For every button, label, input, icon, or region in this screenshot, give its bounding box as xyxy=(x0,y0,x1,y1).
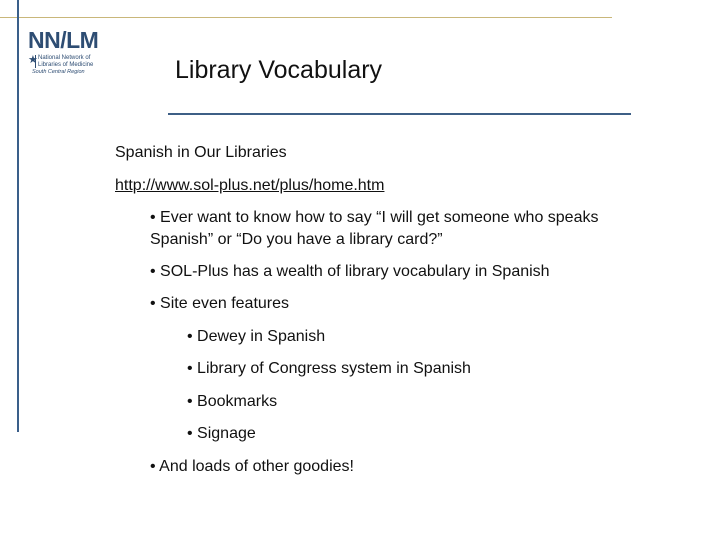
slide-title: Library Vocabulary xyxy=(175,56,383,84)
sol-plus-link[interactable]: http://www.sol-plus.net/plus/home.htm xyxy=(115,177,385,194)
section-heading: Spanish in Our Libraries xyxy=(115,144,287,161)
sub-bullet-item: • Library of Congress system in Spanish xyxy=(187,360,471,377)
bullet-item: • And loads of other goodies! xyxy=(150,458,354,475)
bullet-item: • Site even features xyxy=(150,295,290,312)
sub-bullet-item: • Dewey in Spanish xyxy=(187,328,326,345)
title-underline xyxy=(168,113,631,115)
star-icon: ★ xyxy=(28,54,38,66)
top-divider xyxy=(0,17,612,18)
sub-bullet-item: • Signage xyxy=(187,425,256,442)
logo-region: South Central Region xyxy=(32,69,85,75)
logo-org-name xyxy=(35,55,104,68)
logo-org-line: National Network of xyxy=(38,55,91,61)
bullet-item: • SOL-Plus has a wealth of library vocabulary in Spanish xyxy=(150,263,550,280)
logo-org-line: Libraries of Medicine xyxy=(38,61,94,68)
nnlm-logo xyxy=(28,28,108,92)
left-divider xyxy=(17,0,19,432)
sub-bullet-item: • Bookmarks xyxy=(187,393,278,410)
logo-wordmark: NN/LM xyxy=(28,27,99,53)
logo-lower xyxy=(28,55,108,68)
bullet-item: • Ever want to know how to say “I will get someone who speaks Spanish” or “Do you have a library card?” xyxy=(150,209,599,248)
